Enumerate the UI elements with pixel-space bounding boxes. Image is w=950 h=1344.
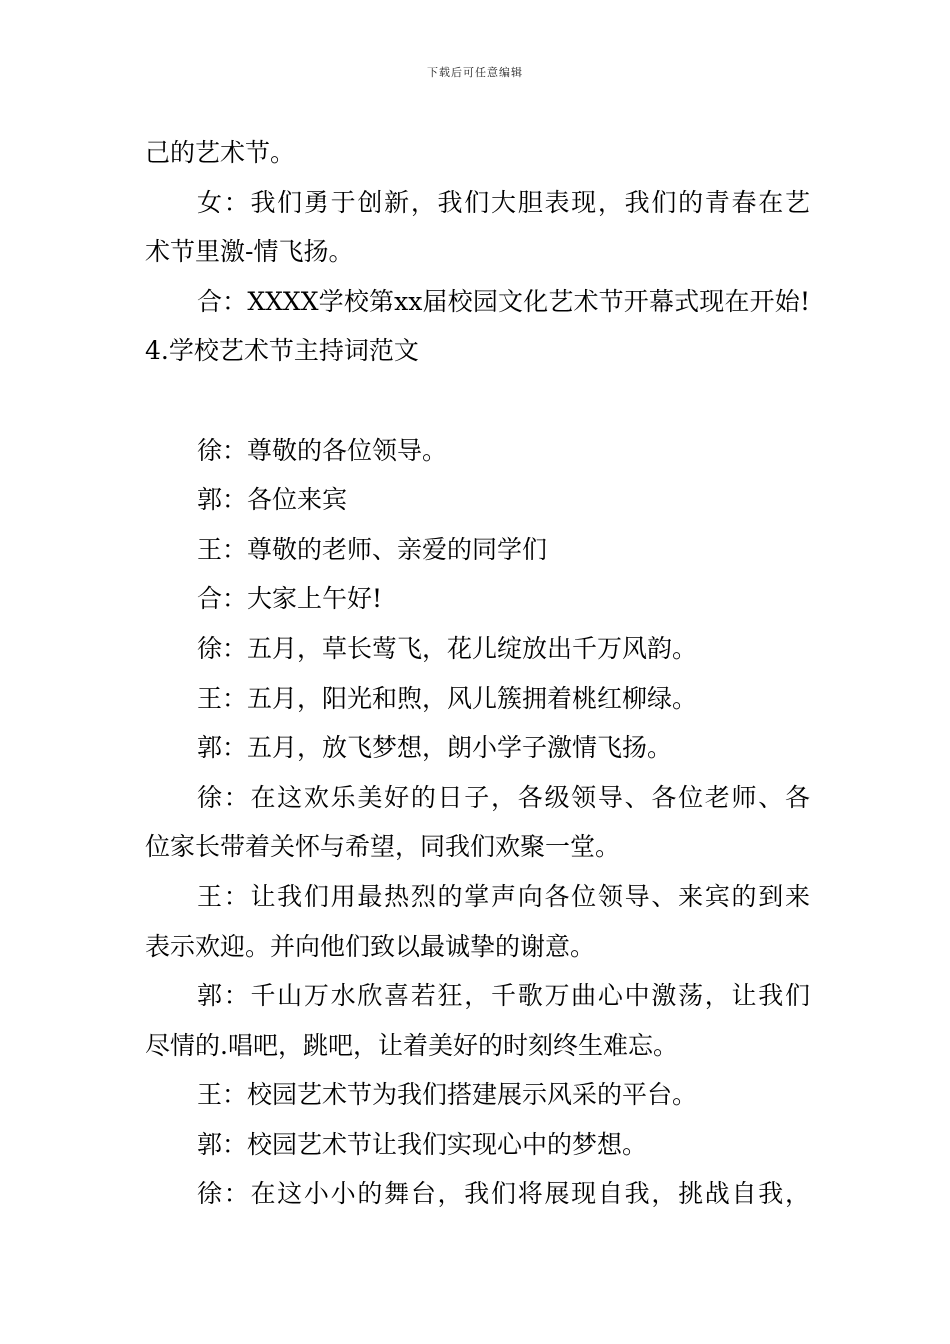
text-line: 王：让我们用最热烈的掌声向各位领导、来宾的到来 — [197, 881, 810, 911]
text-line: 郭：五月，放飞梦想，朗小学子激情飞扬。 — [197, 733, 673, 763]
text-line: 徐：在这欢乐美好的日子，各级领导、各位老师、各 — [197, 782, 810, 812]
text-line: 王：尊敬的老师、亲爱的同学们 — [197, 534, 548, 564]
text-line: 己的艺术节。 — [145, 138, 296, 167]
text-line: 尽情的.唱吧，跳吧，让着美好的时刻终生难忘。 — [145, 1030, 678, 1060]
text-line: 徐：尊敬的各位领导。 — [197, 435, 448, 465]
text-line: 徐：五月，草长莺飞，花儿绽放出千万风韵。 — [197, 633, 698, 663]
text-line: 郭：各位来宾 — [197, 485, 348, 515]
text-line: 合：大家上午好! — [197, 584, 383, 614]
text-line: 术节里激-情飞扬。 — [145, 237, 354, 267]
blank-line — [145, 376, 810, 426]
text-line: 郭：校园艺术节让我们实现心中的梦想。 — [197, 1129, 648, 1159]
text-line: 女：我们勇于创新，我们大胆表现，我们的青春在艺 — [197, 187, 810, 217]
text-line: 位家长带着关怀与希望，同我们欢聚一堂。 — [145, 832, 621, 862]
text-line: 王：五月，阳光和煦，风儿簇拥着桃红柳绿。 — [197, 683, 698, 713]
page-header: 下载后可任意编辑 — [427, 66, 523, 79]
text-line: 郭：千山万水欣喜若狂，千歌万曲心中激荡，让我们 — [197, 981, 810, 1011]
text-line: 王：校园艺术节为我们搭建展示风采的平台。 — [197, 1080, 698, 1110]
text-line: 表示欢迎。并向他们致以最诚挚的谢意。 — [145, 931, 596, 961]
text-line: 合：XXXX学校第xx届校园文化艺术节开幕式现在开始! — [197, 286, 810, 316]
document-body — [145, 128, 810, 1219]
text-line: 徐：在这小小的舞台，我们将展现自我，挑战自我， — [197, 1179, 810, 1209]
section-heading: 4.学校艺术节主持词范文 — [145, 336, 419, 366]
